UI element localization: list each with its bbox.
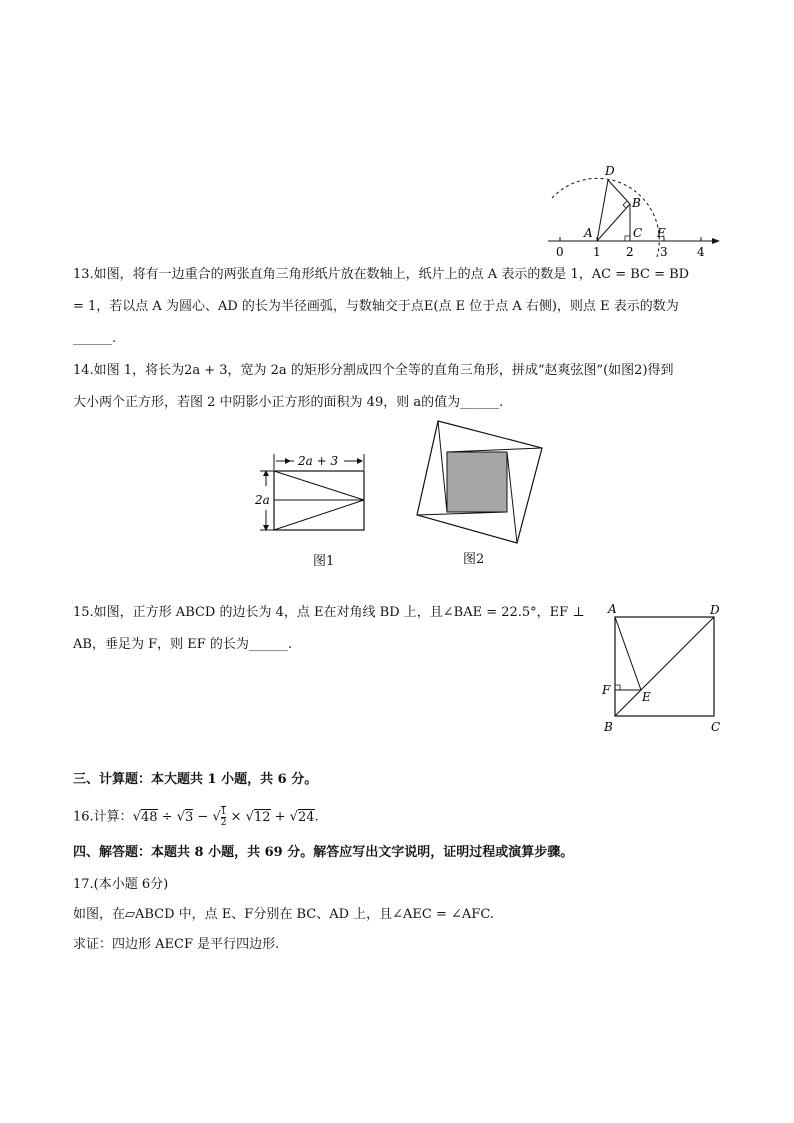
q13-line3: ______.	[73, 331, 117, 346]
q16-sqrt-sign: √	[176, 809, 185, 825]
q16-sqrt-sign: √	[245, 809, 254, 825]
q16-radicand-4: 24	[297, 809, 315, 825]
q13-tick-label-3: 3	[660, 245, 668, 259]
q14-fig1-caption: 图1	[313, 554, 335, 569]
q16-div: ÷	[157, 809, 177, 825]
q13-tick-label-4: 4	[697, 245, 705, 259]
q15-line2: AB，垂足为 F，则 EF 的长为______.	[73, 637, 293, 652]
q14-fig2-line	[447, 448, 542, 452]
q16-prefix: 16.计算：	[73, 809, 133, 825]
q13-label-B: B	[632, 196, 641, 210]
q14-fig2-line	[507, 452, 517, 543]
q13-label-E: E	[657, 226, 666, 240]
section4-heading: 四、解答题：本题共 8 小题，共 69 分。解答应写出文字说明，证明过程或演算步骤。	[73, 845, 574, 860]
q13-right-angle-B	[623, 201, 627, 208]
q16-plus: +	[270, 809, 290, 825]
q16-minus: −	[193, 809, 213, 825]
q17-line2: 如图，在▱ABCD 中，点 E、F分别在 BC、AD 上，且∠AEC = ∠AFC.	[73, 907, 494, 922]
q14-fig2-shaded-square	[447, 452, 507, 512]
q14-figure2	[412, 416, 547, 546]
q14-fig1-diag2	[274, 500, 364, 530]
q14-fig1-diag1	[274, 471, 364, 500]
q13-tick-label-2: 2	[626, 245, 634, 259]
q16-end: .	[314, 809, 319, 825]
q15-label-E: E	[642, 690, 651, 704]
q16-radicand-2: 3	[185, 809, 194, 825]
q13-number-line-figure	[540, 160, 730, 260]
q15-square-figure	[598, 600, 728, 740]
q13-arc	[552, 178, 659, 257]
q16-times: ×	[226, 809, 246, 825]
q16-sqrt-sign: √	[289, 809, 298, 825]
q13-label-C: C	[633, 226, 643, 240]
q15-diagonal-BD	[615, 617, 714, 716]
q16-sqrt-sign: √	[132, 809, 141, 825]
q16-frac-num: 1	[220, 807, 227, 817]
q13-right-angle-C	[625, 236, 630, 241]
q14-figure1	[250, 448, 375, 543]
q13-line1: 13.如图，将有一边重合的两张直角三角形纸片放在数轴上，纸片上的点 A 表示的数是 1，AC = BC = BD	[73, 267, 690, 282]
q16-frac-den: 2	[220, 818, 227, 828]
q15-right-angle-F	[615, 685, 620, 690]
q13-segment-DB	[608, 180, 630, 204]
q13-label-A: A	[584, 226, 593, 240]
section3-heading: 三、计算题：本大题共 1 小题，共 6 分。	[73, 772, 318, 787]
q15-label-A: A	[608, 602, 617, 616]
q15-segment-AE	[615, 617, 641, 690]
q14-line2: 大小两个正方形，若图 2 中阴影小正方形的面积为 49，则 a的值为______.	[73, 395, 504, 410]
q14-fig1-side-label: 2a	[255, 493, 270, 507]
q16-expression	[73, 806, 319, 829]
q13-label-D: D	[605, 164, 615, 178]
q14-fig2-line	[438, 421, 447, 512]
q17-line3: 求证：四边形 AECF 是平行四边形.	[73, 937, 280, 952]
q13-segment-AB	[597, 204, 630, 241]
q14-fig1-top-label: 2a + 3	[298, 454, 339, 468]
q15-label-B: B	[604, 720, 613, 734]
q15-line1: 15.如图，正方形 ABCD 的边长为 4，点 E在对角线 BD 上，且∠BAE = 22.5°，EF ⊥	[73, 605, 585, 620]
q14-fig2-caption: 图2	[463, 552, 485, 567]
q13-line2: = 1，若以点 A 为圆心、AD 的长为半径画弧，与数轴交于点E(点 E 位于点 A 右侧)，则点 E 表示的数为	[73, 299, 679, 314]
q14-line1: 14.如图 1，将长为2a + 3，宽为 2a 的矩形分割成四个全等的直角三角形，拼成“赵爽弦图”(如图2)得到	[73, 363, 674, 378]
q13-segment-AD	[597, 180, 608, 241]
q15-label-D: D	[710, 603, 720, 617]
q13-tick-label-1: 1	[593, 245, 601, 259]
q13-tick-label-0: 0	[556, 245, 564, 259]
q17-line1: 17.(本小题 6分)	[73, 877, 169, 892]
q16-radicand-3: 12	[253, 809, 271, 825]
q13-axis-arrow	[712, 238, 720, 244]
q16-sqrt-sign: √	[212, 809, 221, 825]
q16-radicand-1: 48	[140, 809, 158, 825]
q15-label-C: C	[711, 720, 721, 734]
q15-label-F: F	[602, 683, 611, 697]
